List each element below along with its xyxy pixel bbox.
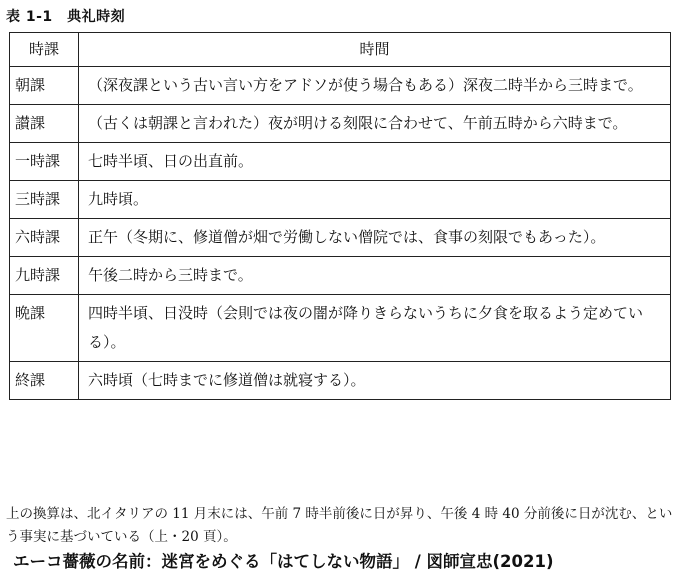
column-header-time: 時間 xyxy=(79,33,671,67)
hour-name-cell: 九時課 xyxy=(10,257,79,295)
table-row xyxy=(10,219,671,257)
hour-name-cell: 讃課 xyxy=(10,105,79,143)
table-row xyxy=(10,362,671,400)
hour-time-cell: 正午（冬期に、修道僧が畑で労働しない僧院では、食事の刻限でもあった）。 xyxy=(79,219,671,257)
hour-name-cell: 晩課 xyxy=(10,295,79,362)
liturgical-hours-table xyxy=(9,32,671,400)
table-row xyxy=(10,143,671,181)
table-row xyxy=(10,67,671,105)
hour-name-cell: 朝課 xyxy=(10,67,79,105)
table-row xyxy=(10,105,671,143)
table-row xyxy=(10,257,671,295)
hour-name-cell: 六時課 xyxy=(10,219,79,257)
hour-name-cell: 一時課 xyxy=(10,143,79,181)
hour-time-cell: 九時頃。 xyxy=(79,181,671,219)
source-citation: エーコ薔薇の名前：迷宮をめぐる「はてしない物語」 / 図師宣忠(2021) xyxy=(13,552,554,571)
hour-name-cell: 三時課 xyxy=(10,181,79,219)
column-header-hour: 時課 xyxy=(10,33,79,67)
hour-name-cell: 終課 xyxy=(10,362,79,400)
table-header-row xyxy=(10,33,671,67)
hour-time-cell: 七時半頃、日の出直前。 xyxy=(79,143,671,181)
hour-time-cell: 六時頃（七時までに修道僧は就寝する）。 xyxy=(79,362,671,400)
conversion-note: 上の換算は、北イタリアの 11 月末には、午前 7 時半前後に日が昇り、午後 4 時 40 分前後に日が沈む、という事実に基づいている（上・20 頁）。 xyxy=(6,506,673,545)
hour-time-cell: 午後二時から三時まで。 xyxy=(79,257,671,295)
hour-time-cell: 四時半頃、日没時（会則では夜の闇が降りきらないうちに夕食を取るよう定めている）。 xyxy=(79,295,671,362)
hour-time-cell: （古くは朝課と言われた）夜が明ける刻限に合わせて、午前五時から六時まで。 xyxy=(79,105,671,143)
hour-time-cell: （深夜課という古い言い方をアドソが使う場合もある）深夜二時半から三時まで。 xyxy=(79,67,671,105)
table-row xyxy=(10,181,671,219)
table-caption: 表 1-1 典礼時刻 xyxy=(6,9,126,25)
table-row xyxy=(10,295,671,362)
